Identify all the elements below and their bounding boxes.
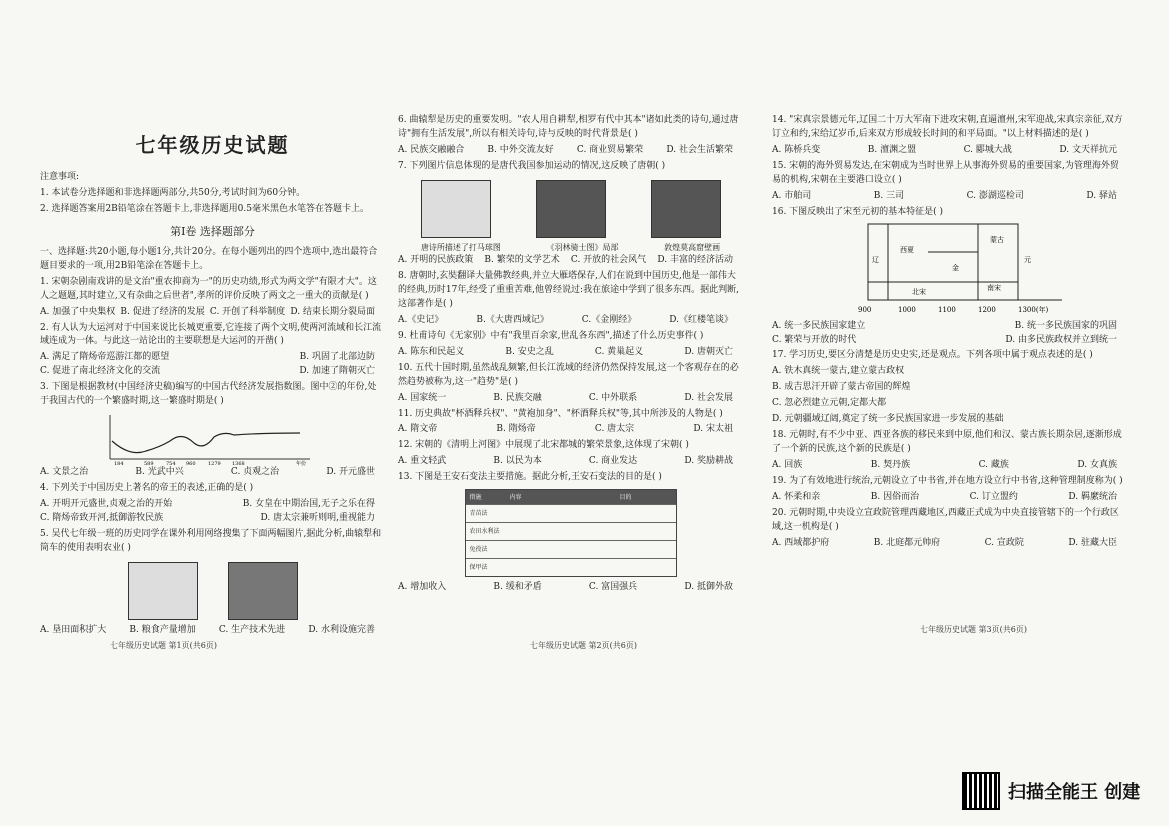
- option: B. 契丹族: [870, 460, 911, 470]
- question-13: 13. 下图是王安石变法主要措施。据此分析,王安石变法的目的是( ): [398, 472, 662, 483]
- question-18-options: [772, 459, 1127, 473]
- option: C. 忽必烈建立元朝,定都大都: [772, 398, 887, 409]
- option: A. 加强了中央集权: [40, 306, 116, 317]
- option: D. 元朝疆域辽阔,奠定了统一多民族国家进一步发展的基础: [772, 414, 1004, 425]
- option: D. 社会生活繁荣: [666, 144, 733, 155]
- option: B. 三司: [873, 190, 905, 201]
- page-footer-3: 七年级历史试题 第3页(共6页): [920, 625, 1027, 634]
- section-title: 第Ⅰ卷 选择题部分: [170, 224, 255, 238]
- option: B. 成吉思汗开辟了蒙古帝国的辉煌: [772, 382, 911, 393]
- option: D. 抵御外敌: [684, 582, 733, 593]
- question-9-options: [398, 346, 743, 360]
- question-2-options-b: [40, 365, 385, 379]
- reform-table: [465, 489, 677, 577]
- tick-label: 589: [144, 461, 154, 467]
- option: D. 水利设施完善: [308, 624, 375, 635]
- option: D. 宋太祖: [693, 424, 733, 435]
- option: D. 开元盛世: [326, 467, 375, 478]
- option: B. 光武中兴: [135, 467, 184, 478]
- question-11: 11. 历史典故"杯酒释兵权"、"黄袍加身"、"杯酒释兵权"等,其中所涉及的人物是( ): [398, 408, 723, 419]
- qr-code-icon: [962, 772, 1000, 810]
- option: A. 开明开元盛世,贞观之治的开始: [40, 499, 173, 510]
- table-row: 农田水利法: [466, 522, 676, 540]
- option: B. 安史之乱: [505, 346, 554, 357]
- question-12-options: [398, 455, 743, 469]
- question-10-options: [398, 392, 743, 406]
- waterwheel-image: [228, 562, 298, 620]
- option: C. 富国强兵: [588, 582, 638, 593]
- option: A. 开明的民族政策: [398, 255, 474, 266]
- question-7-options: [398, 254, 743, 268]
- region-label: 西夏: [900, 245, 914, 254]
- tick-label: 1279: [208, 461, 221, 467]
- question-14-options: [772, 144, 1127, 158]
- question-15-options: [772, 190, 1127, 204]
- option: C. 澎湖巡检司: [966, 190, 1024, 201]
- option: A. 西域都护府: [772, 537, 830, 548]
- question-5: 5. 吴代七年级一班的历史同学在课外利用网络搜集了下面两幅图片,据此分析,曲辕犁和筒车的使用表明农业( ): [40, 528, 382, 553]
- tick-label: 1368: [232, 461, 245, 467]
- question-2-options: [40, 351, 385, 365]
- region-label: 元: [1024, 255, 1031, 264]
- page-footer-1: 七年级历史试题 第1页(共6页): [110, 641, 217, 650]
- option: C. 隋炀帝致开河,抵御游牧民族: [40, 512, 164, 523]
- axis-label: 年份: [296, 461, 307, 467]
- option: C. 郾城大战: [963, 144, 1012, 155]
- table-header-cell: 内容: [509, 493, 522, 501]
- option: D. 社会发展: [684, 392, 733, 403]
- question-10: 10. 五代十国时期,虽然战乱频繁,但长江流域的经济仍然保持发展,这一个客观存在的必然趋势被称为,这一"趋势"是( ): [398, 362, 739, 387]
- option: D. 驿站: [1086, 190, 1117, 201]
- question-3: 3. 下图是根据教材(中国经济史稿)编写的中国古代经济发展指数图。图中②的年份,处于我国古代的一个繁盛时期,这一繁盛时期是( ): [40, 382, 377, 407]
- table-row: 青苗法: [466, 504, 676, 522]
- question-9: 9. 杜甫诗句《无家别》中有"我里百余家,世乱各东西",描述了什么历史事件( ): [398, 330, 704, 341]
- option: A. 陈桥兵变: [772, 144, 821, 155]
- question-2: 2. 有人认为大运河对于中国来说比长城更重要,它连接了两个文明,使两河流域和长江流域连成为一体。与此这一站论出的主要联想是大运河的开凿( ): [40, 322, 382, 347]
- question-4-options-b: [40, 512, 385, 526]
- option: B. 粮食产量增加: [129, 624, 196, 635]
- option: A. 市舶司: [772, 190, 812, 201]
- page-1-column: [40, 100, 385, 638]
- table-row: 保甲法: [466, 558, 676, 576]
- option: D. 奖励耕战: [684, 456, 733, 467]
- question-15: 15. 宋朝的海外贸易发达,在宋朝成为当时世界上从事海外贸易的重要国家,为管理海外贸易的机构,宋朝在主要港口设立( ): [772, 160, 1119, 185]
- option: C.《金刚经》: [581, 314, 637, 325]
- note-2: 2. 选择题答案用2B铅笔涂在答题卡上,非选择题用0.5毫米黑色水笔答在答题卡上。: [40, 203, 369, 214]
- question-7-captions: [398, 242, 743, 254]
- option: C. 生产技术先进: [218, 624, 286, 635]
- option: C. 黄巢起义: [594, 346, 644, 357]
- page-footer-2: 七年级历史试题 第2页(共6页): [530, 641, 637, 650]
- mural-image: [651, 180, 721, 238]
- option: C. 唐太宗: [594, 424, 635, 435]
- option: A. 陈东和民起义: [398, 346, 465, 357]
- option: C. 开创了科举制度: [209, 306, 286, 317]
- question-7: 7. 下列图片信息体现的是唐代我国参加运动的情况,这反映了唐朝( ): [398, 160, 666, 171]
- question-6-options: [398, 144, 743, 158]
- plough-image: [128, 562, 198, 620]
- section-intro: 一、选择题:共20小题,每小题1分,共计20分。在每小题列出的四个选项中,选出最符合题目要求的一项,用2B铅笔涂在答题卡上。: [40, 246, 378, 271]
- option: C. 订立盟约: [969, 491, 1018, 502]
- option: A. 统一多民族国家建立: [772, 320, 866, 331]
- question-16-options: [772, 320, 1127, 334]
- question-3-options: [40, 466, 385, 480]
- question-11-options: [398, 423, 743, 437]
- question-16-options-b: [772, 334, 1127, 348]
- option: A. 满足了隋炀帝巡游江都的愿望: [40, 352, 170, 363]
- tick-label: 1000: [898, 305, 916, 314]
- option: B. 隋炀帝: [496, 424, 536, 435]
- tick-label: 184: [114, 461, 124, 467]
- region-label: 辽: [872, 255, 879, 264]
- tick-label: 900: [858, 305, 872, 314]
- option: D. 结束长期分裂局面: [290, 306, 375, 317]
- question-18: 18. 元朝时,有不少中亚、西亚各族的移民来到中原,他们和汉、蒙古族长期杂居,逐渐形成了一个新的民族,这个新的民族是( ): [772, 430, 1122, 455]
- caption: 敦煌莫高窟壁画: [664, 242, 721, 252]
- option: C. 促进了南北经济文化的交流: [40, 366, 161, 377]
- question-6: 6. 曲辕犁是历史的重要发明。"农人用自耕犁,相罗有代中其本"诸如此类的诗句,通过唐诗"拥有生活发展",所以有相关诗句,诗与反映的时代背景是( ): [398, 115, 739, 139]
- question-7-figures: [398, 180, 743, 238]
- table-header-cell: 目的: [619, 493, 632, 501]
- table-header-cell: 措施: [469, 493, 482, 501]
- option: B. 统一多民族国家的巩固: [1014, 320, 1117, 331]
- region-label: 蒙古: [990, 235, 1004, 244]
- option: B.《大唐西域记》: [476, 314, 549, 325]
- polo-image: [421, 180, 491, 238]
- question-4: 4. 下列关于中国历史上著名的帝王的表述,正确的是( ): [40, 483, 254, 494]
- option: D. 唐朝灭亡: [684, 346, 733, 357]
- tick-label: 1200: [978, 305, 996, 314]
- option: A. 怀柔和亲: [772, 491, 821, 502]
- option: C. 贞观之治: [230, 467, 280, 478]
- option: B. 巩固了北部边防: [299, 352, 375, 363]
- tick-label: 1100: [938, 305, 956, 314]
- option: A. 增加收入: [398, 582, 447, 593]
- question-20-options: [772, 537, 1127, 551]
- option: A. 铁木真统一蒙古,建立蒙古政权: [772, 366, 905, 377]
- caption: 《羽林骑士图》局部: [546, 242, 619, 252]
- option: C. 开放的社会风气: [570, 255, 647, 266]
- option: C. 中外联系: [588, 392, 638, 403]
- option: C. 宣政院: [984, 537, 1024, 548]
- question-4-options: [40, 498, 385, 512]
- question-5-figures: [40, 562, 385, 620]
- question-8: 8. 唐朝时,玄奘翻译大量佛教经典,并立大雁塔保存,人们在说到中国历史,他是一部伟大的经典,历时17年,经受了重重苦难,他曾经说过:我在旅途中学到了很多东西。据此判断,这部著作是( ): [398, 271, 739, 309]
- option: B. 因俗而治: [870, 491, 920, 502]
- option: B. 缓和矛盾: [493, 582, 542, 593]
- option: D.《红楼笔谈》: [669, 314, 733, 325]
- option: A. 重文轻武: [398, 456, 447, 467]
- region-label: 南宋: [987, 283, 1001, 292]
- option: C. 繁荣与开放的时代: [772, 334, 857, 345]
- question-17: 17. 学习历史,要区分清楚是历史史实,还是观点。下列各项中属于观点表述的是( ): [772, 350, 1093, 361]
- page-3-column: [772, 112, 1127, 551]
- option: B. 民族交融: [493, 392, 542, 403]
- question-8-options: [398, 314, 743, 328]
- option: A. 国家统一: [398, 392, 447, 403]
- dynasty-timeline: [852, 222, 1072, 318]
- table-header: [466, 490, 676, 504]
- option: D. 文天祥抗元: [1059, 144, 1117, 155]
- option: B. 女皇在中期治国,无子之乐在得: [242, 499, 375, 510]
- tick-label: 1300(年): [1018, 305, 1049, 314]
- question-16: 16. 下图反映出了宋至元初的基本特征是( ): [772, 206, 944, 217]
- option: B. 澶渊之盟: [867, 144, 917, 155]
- question-1: 1. 宋朝杂剧南戏讲的是文治"重农抑商为一"的历史功绩,形式为两文学"有限才大"。这人之题题,其时建立,又有杂曲之后世者",孝所的评价反映了两文之一重大的贡献是( ): [40, 276, 377, 301]
- question-14: 14. "宋真宗景德元年,辽国二十万大军南下进攻宋朝,直逼澶州,宋军迎战,宋真宗亲征,双方订立和约,宋给辽岁币,后来双方形成较长时间的和平局面。"以上材料描述的是( ): [772, 115, 1123, 139]
- option: D. 丰富的经济活动: [657, 255, 733, 266]
- option: C. 商业贸易繁荣: [576, 144, 644, 155]
- region-label: 北宋: [912, 287, 926, 296]
- region-label: 金: [952, 263, 959, 272]
- caption: 唐诗所描述了打马球图: [420, 242, 501, 252]
- option: C. 商业发达: [588, 456, 638, 467]
- question-1-options: [40, 306, 385, 320]
- note-1: 1. 本试卷分选择题和非选择题两部分,共50分,考试时间为60分钟。: [40, 187, 306, 198]
- option: A. 垦田面积扩大: [40, 624, 107, 635]
- option: B. 北庭都元帅府: [873, 537, 941, 548]
- option: B. 促进了经济的发展: [120, 306, 205, 317]
- option: A.《史记》: [398, 314, 444, 325]
- question-13-options: [398, 581, 743, 595]
- scanner-label: 扫描全能王 创建: [1008, 782, 1141, 803]
- option: D. 由多民族政权并立到统一: [1005, 334, 1117, 345]
- option: A. 隋文帝: [398, 424, 438, 435]
- page-2-column: [398, 112, 743, 595]
- question-19: 19. 为了有效地进行统治,元朝设立了中书省,并在地方设立行中书省,这种管理制度称为( ): [772, 475, 1123, 486]
- notes-title: 注意事项:: [40, 172, 80, 182]
- scanner-watermark: [962, 772, 1140, 810]
- question-19-options: [772, 491, 1127, 505]
- option: B. 以民为本: [493, 456, 542, 467]
- option: D. 唐太宗兼听则明,重视能力: [260, 512, 375, 523]
- option: D. 女真族: [1077, 460, 1117, 470]
- option: B. 中外交流友好: [487, 144, 554, 155]
- question-12: 12. 宋朝的《清明上河图》中展现了北宋都城的繁荣景象,这体现了宋朝( ): [398, 440, 689, 451]
- tick-label: 960: [186, 461, 196, 467]
- option: A. 回族: [772, 460, 803, 470]
- page-title: 七年级历史试题: [135, 133, 290, 157]
- option: A. 民族交融融合: [398, 144, 465, 155]
- economy-chart: [100, 411, 320, 466]
- option: D. 加速了隋朝灭亡: [299, 366, 375, 377]
- option: B. 繁荣的文学艺术: [484, 255, 560, 266]
- tick-label: 754: [166, 461, 176, 467]
- table-row: 免役法: [466, 540, 676, 558]
- question-20: 20. 元朝时期,中央设立宣政院管理西藏地区,西藏正式成为中央直接管辖下的一个行政区域,这一机构是( ): [772, 507, 1119, 532]
- option: D. 羁縻统治: [1068, 491, 1117, 502]
- option: D. 驻藏大臣: [1068, 537, 1117, 548]
- question-5-options: [40, 624, 385, 638]
- rider-image: [536, 180, 606, 238]
- option: C. 藏族: [978, 460, 1009, 470]
- option: A. 文景之治: [40, 467, 89, 478]
